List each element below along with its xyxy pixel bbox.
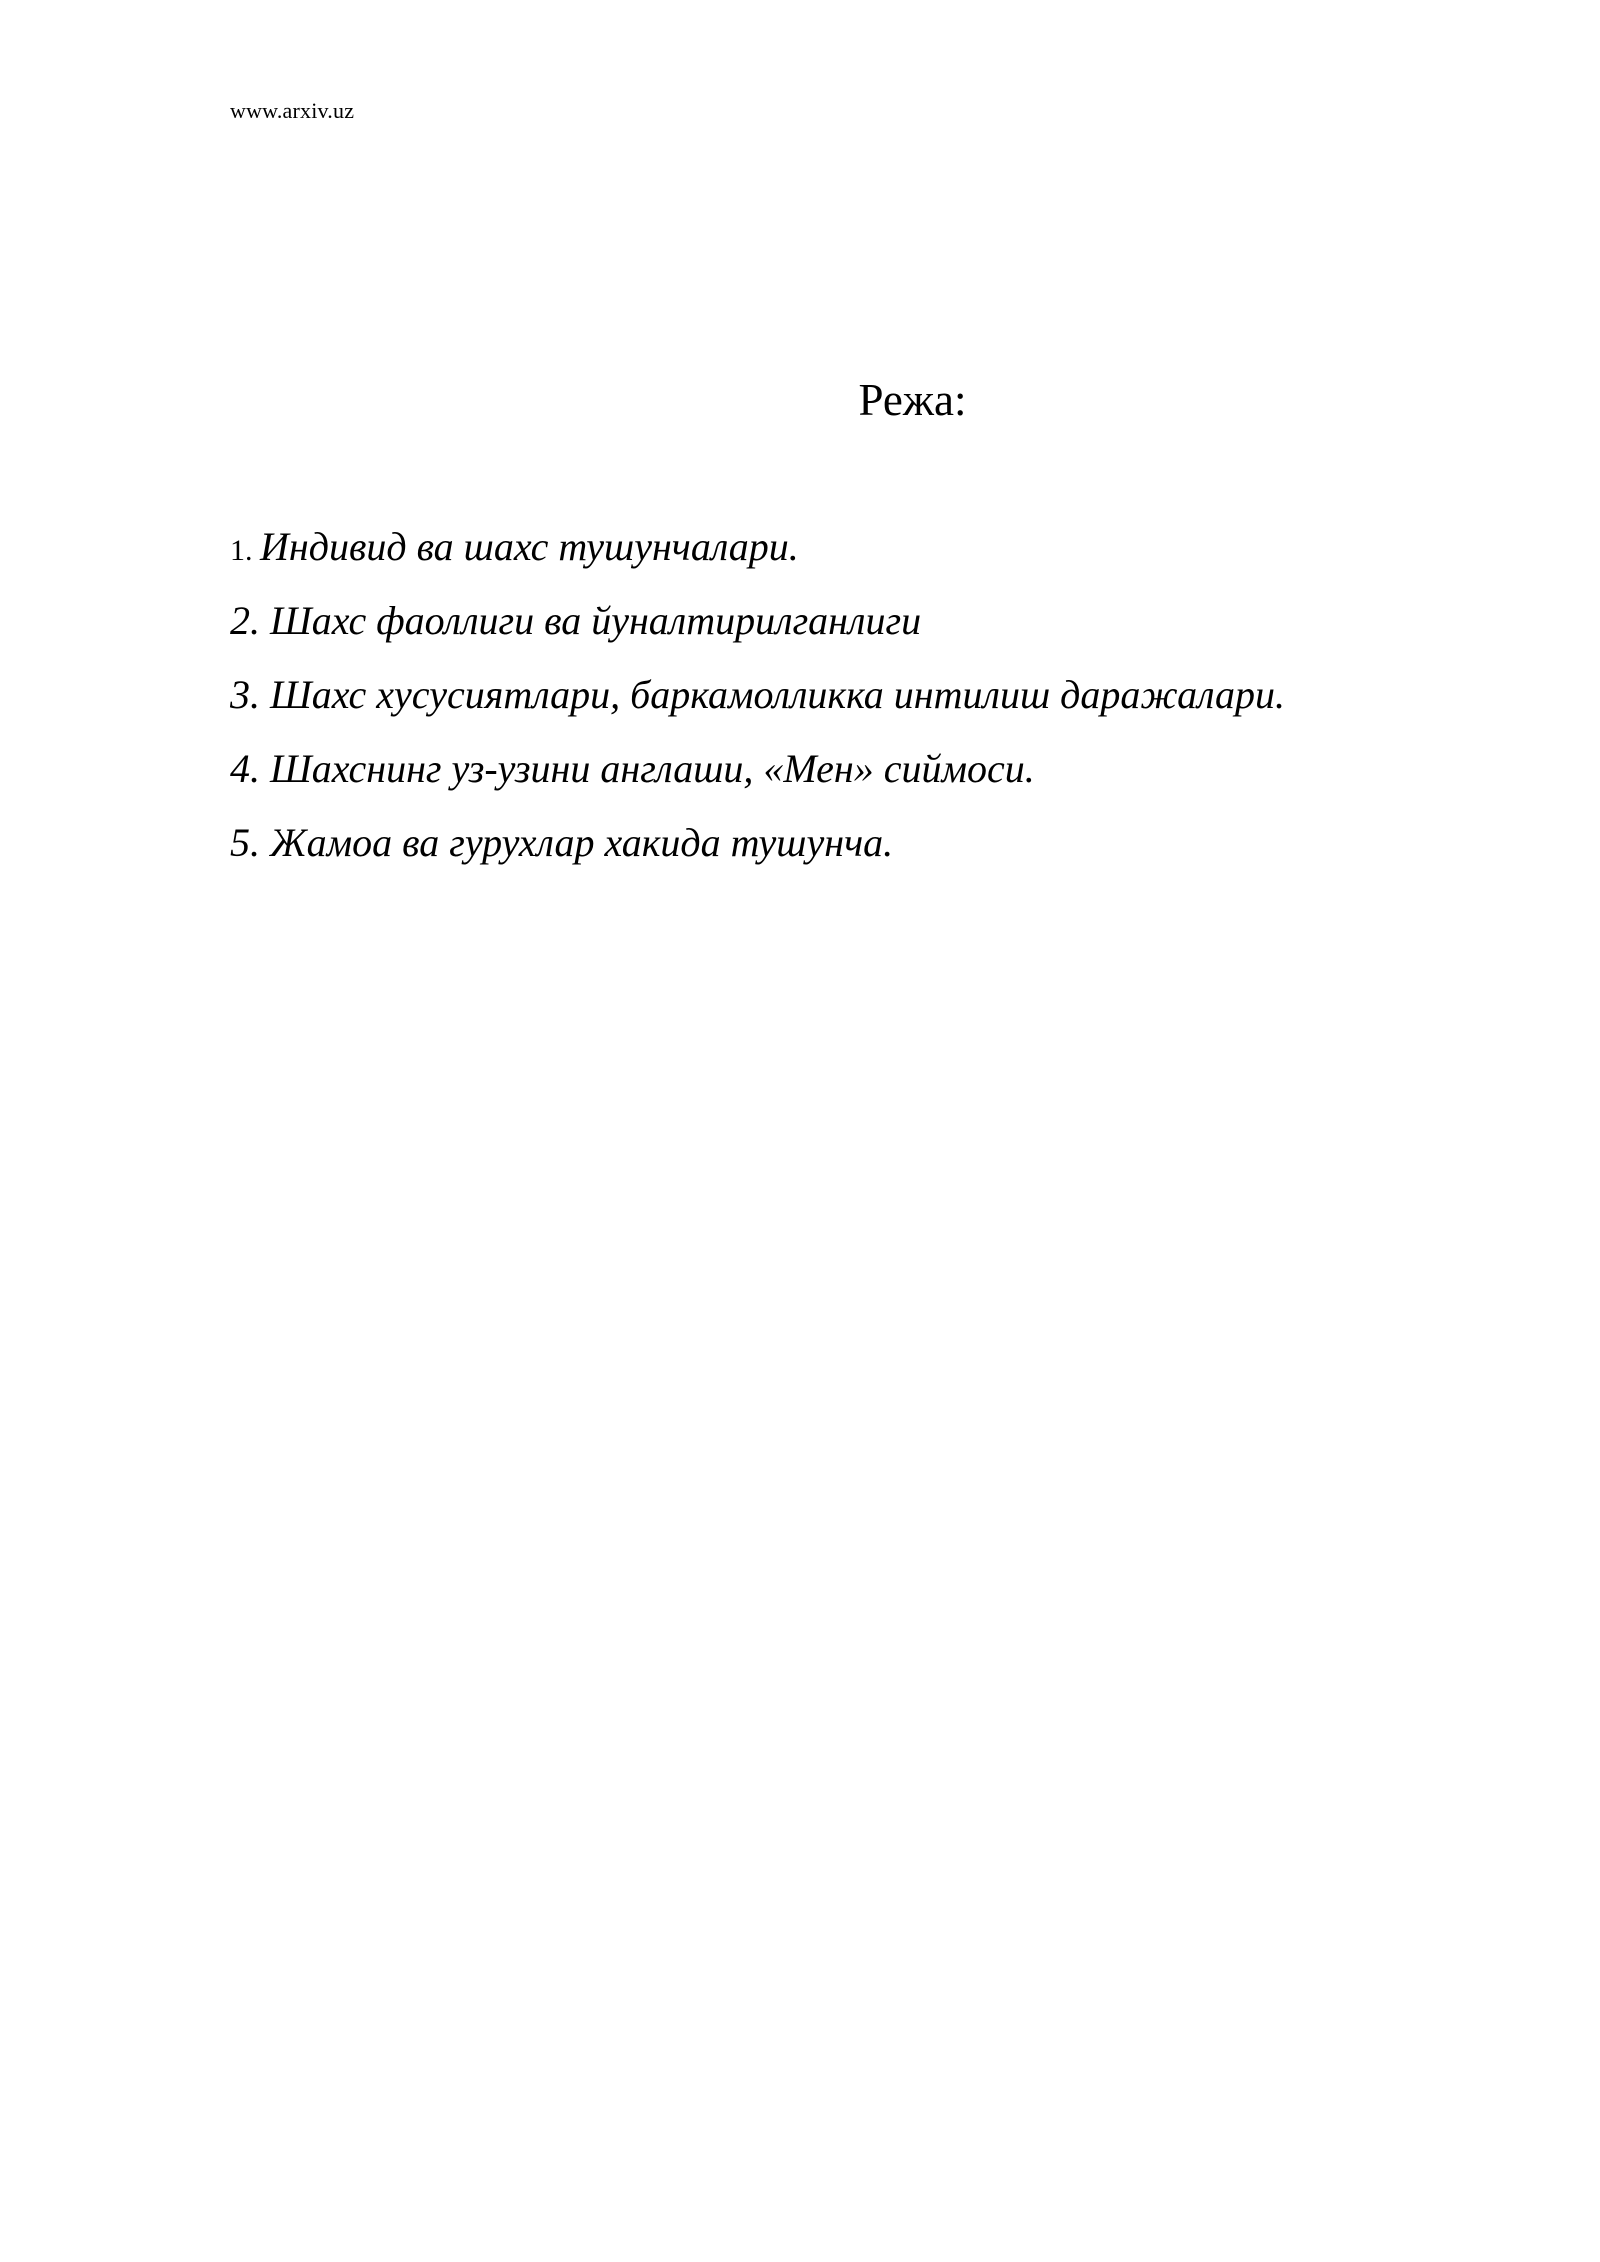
plan-item-number: 1. [230, 534, 260, 567]
plan-item [230, 744, 1480, 794]
plan-item-text: Шахснинг уз-узини англаши, «Мен» сиймоси. [270, 746, 1035, 791]
plan-item-number: 5. [230, 820, 270, 865]
plan-item-text: Шахс хусусиятлари, баркамолликка интилиш даражалари. [270, 672, 1286, 717]
plan-item-text: Жамоа ва гурухлар хакида тушунча. [270, 820, 894, 865]
plan-item [230, 596, 1480, 646]
page-title: Режа: [858, 375, 967, 425]
plan-list [230, 522, 1480, 892]
plan-item-text: Индивид ва шахс тушунчалари. [260, 524, 799, 569]
plan-item-number: 3. [230, 672, 270, 717]
plan-item-number: 2. [230, 598, 270, 643]
header-url: www.arxiv.uz [230, 98, 355, 123]
plan-item [230, 522, 1480, 572]
plan-item [230, 818, 1480, 868]
plan-item-text: Шахс фаоллиги ва йуналтирилганлиги [270, 598, 922, 643]
plan-item-number: 4. [230, 746, 270, 791]
plan-item [230, 670, 1480, 720]
